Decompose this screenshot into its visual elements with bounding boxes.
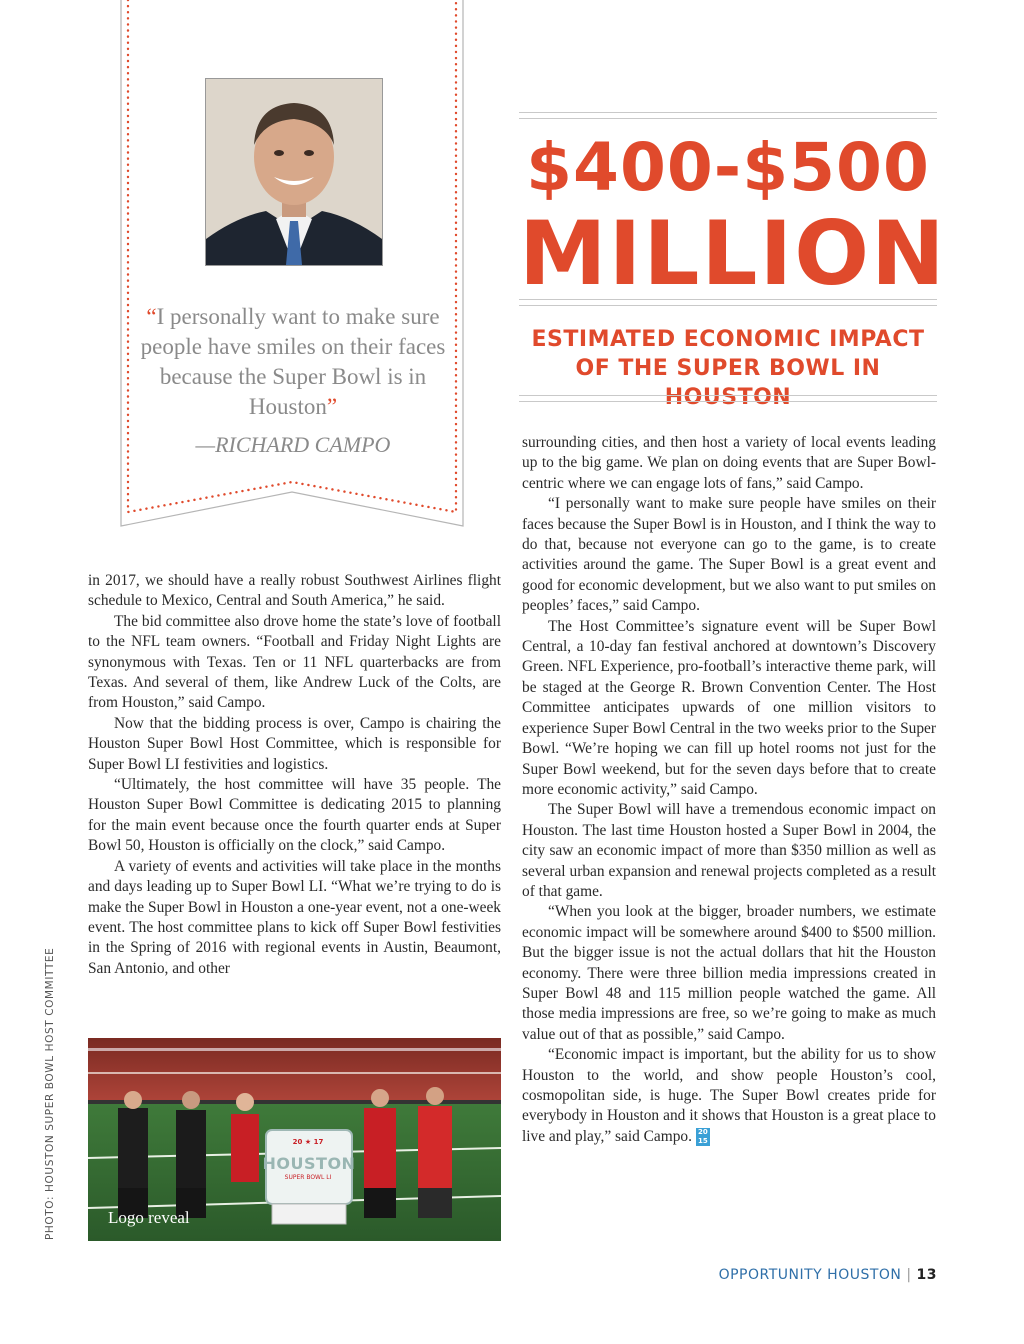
paragraph bbox=[522, 1045, 936, 1147]
headline-rule bbox=[519, 118, 937, 119]
impact-unit: MILLION bbox=[519, 202, 947, 305]
end-mark-icon bbox=[696, 1128, 710, 1146]
sign-year-left: 20 bbox=[292, 1138, 303, 1146]
paragraph-text: “Economic impact is important, but the ability for us to show Houston to the world, and show people Houston’s cool, cosmopolitan side, is huge. The Super Bowl creates pride for everybody in Houston and it shows that Houston is a great place to live and play,” said Campo. bbox=[522, 1046, 936, 1145]
portrait-photo bbox=[205, 78, 383, 266]
headline-rule bbox=[519, 305, 937, 306]
headline-rule bbox=[519, 112, 937, 113]
paragraph: The bid committee also drove home the state’s love of football to the NFL team owners. “Football and Friday Night Lights are synonymous with Texas. Ten or 11 NFL quarterbacks are from Texas. And several of them, like Andrew Luck of the Colts, are from Houston,” said Campo. bbox=[88, 612, 501, 712]
subhead-line: OF THE SUPER BOWL IN HOUSTON bbox=[575, 356, 881, 410]
headline-rule bbox=[519, 395, 937, 396]
sign-word: HOUSTON bbox=[262, 1154, 356, 1173]
sign-sub: SUPER BOWL LI bbox=[284, 1174, 332, 1181]
subhead-line: ESTIMATED ECONOMIC IMPACT bbox=[531, 327, 925, 352]
paragraph: “Ultimately, the host committee will have 35 people. The Houston Super Bowl Committee is dedicating 2015 to planning for the main event because once the fourth quarter ends at Super Bowl 50, Houston is officially on the clock,” said Campo. bbox=[88, 776, 501, 855]
body-column-left bbox=[88, 571, 501, 979]
pull-quote bbox=[140, 302, 446, 422]
end-mark-top: 20 bbox=[697, 1128, 708, 1137]
end-mark-bottom: 15 bbox=[697, 1137, 708, 1146]
page-number: 13 bbox=[916, 1267, 937, 1283]
impact-subhead bbox=[510, 325, 946, 412]
sign-year-right: 17 bbox=[313, 1138, 324, 1146]
paragraph: surrounding cities, and then host a variety of local events leading up to the big game. We plan on doing events that are Super Bowl-centric where we can engage lots of fans,” said Campo. bbox=[522, 434, 936, 492]
quote-attribution: —RICHARD CAMPO bbox=[195, 432, 391, 457]
photo-credit: PHOTO: HOUSTON SUPER BOWL HOST COMMITTEE bbox=[44, 947, 56, 1240]
quote-close-mark: ” bbox=[326, 394, 338, 419]
headline-rule bbox=[519, 299, 937, 300]
impact-amount: $400-$500 bbox=[526, 129, 930, 206]
body-column-right bbox=[522, 433, 936, 1147]
publication-name: OPPORTUNITY HOUSTON bbox=[718, 1267, 902, 1283]
portrait-image bbox=[206, 79, 382, 265]
paragraph: Now that the bidding process is over, Campo is chairing the Houston Super Bowl Host Committee, which is responsible for Super Bowl LI festivities and logistics. bbox=[88, 714, 501, 773]
footer-separator: | bbox=[906, 1267, 912, 1283]
paragraph: “When you look at the bigger, broader numbers, we estimate economic impact will be somewhere around $400 to $500 million. But the bigger issue is not the actual dollars that hit the Houston economy. There were three billion media impressions created in Super Bowl 48 and 115 million people watched the game. All those media impressions are free, so we’re going to make as much value out of that as possible,” said Campo. bbox=[522, 903, 936, 1043]
headline-rule bbox=[519, 401, 937, 402]
paragraph: A variety of events and activities will take place in the months and days leading up to Super Bowl LI. “What we’re trying to do is make the Super Bowl in Houston a one-year event, not a one-week event. The host committee plans to kick off Super Bowl festivities in the Spring of 2016 with regional events in Austin, Beaumont, San Antonio, and other bbox=[88, 857, 501, 977]
sign-year: 20 ★ 17 bbox=[292, 1138, 324, 1146]
paragraph: The Super Bowl will have a tremendous economic impact on Houston. The last time Houston hosted a Super Bowl in 2004, the city saw an economic impact of more than $350 million as well as several urban expansion and renewal projects completed as a result of that game. bbox=[522, 801, 936, 900]
photo-caption: Logo reveal bbox=[108, 1208, 190, 1227]
paragraph: “I personally want to make sure people have smiles on their faces because the Super Bowl is in Houston, and I think the way to do that, because not everyone can go to the game, is to create activities around the game. The Super Bowl is a great event and good for economic development, but we also want to put smiles on peoples’ faces,” said Campo. bbox=[522, 495, 936, 615]
paragraph: The Host Committee’s signature event will be Super Bowl Central, a 10-day fan festival anchored at downtown’s Discovery Green. NFL Experience, pro-football’s interactive theme park, will be staged at the George R. Brown Convention Center. The Host Committee anticipates upwards of one million visitors to experience Super Bowl Central in the two weeks prior to the Super Bowl. “We’re hoping we can fill up hotel rooms not just for the Super Bowl weekend, but for the seven days before that to create more economic activity,” said Campo. bbox=[522, 617, 936, 798]
quote-open-mark: “ bbox=[146, 304, 157, 329]
pull-quote-text: I personally want to make sure people have smiles on their faces because the Super Bowl is in Houston bbox=[140, 304, 446, 419]
page-footer bbox=[700, 1267, 937, 1283]
paragraph: in 2017, we should have a really robust Southwest Airlines flight schedule to Mexico, Central and South America,” he said. bbox=[88, 572, 501, 610]
